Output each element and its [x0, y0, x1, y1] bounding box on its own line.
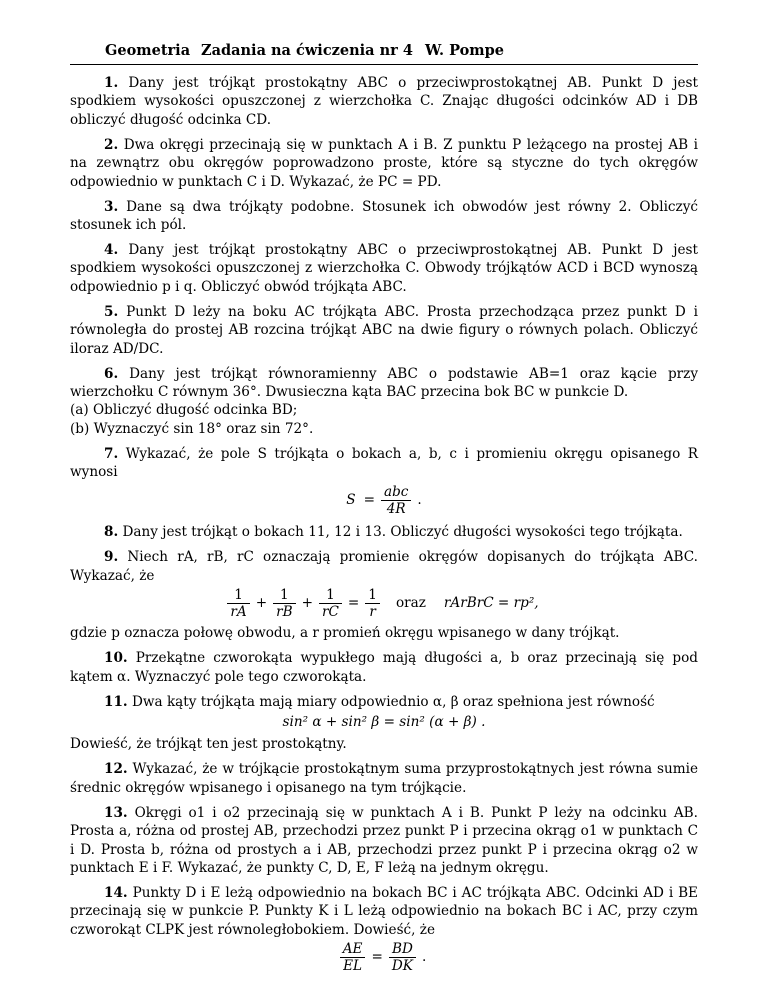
problem-number: 6. [104, 365, 119, 382]
numerator: 1 [319, 587, 342, 604]
problem-number: 8. [104, 524, 119, 541]
formula-conjunction: oraz [395, 595, 426, 612]
problem-text: Przekątne czworokąta wypukłego mają długości a, b oraz przecinają się pod kątem α. Wyznaczyć pole tego czworokąta. [70, 650, 698, 685]
denominator: r [369, 604, 376, 621]
problem-text: Dany jest trójkąt prostokątny ABC o przeciwprostokątnej AB. Punkt D jest spodkiem wysokości opuszczonej z wierzchołka C. Obwody trójkątów ACD i BCD wynoszą odpowiednio p i q. Obliczyć obwód trójkąta ABC. [70, 242, 698, 295]
problem-8 [70, 523, 698, 541]
problem-14 [70, 884, 698, 974]
subpoint-a: (a) Obliczyć długość odcinka BD; [70, 402, 298, 419]
exradii-formula [70, 587, 698, 620]
fraction [381, 484, 411, 517]
fraction [273, 587, 296, 620]
fraction [389, 941, 416, 974]
problem-note: gdzie p oznacza połowę obwodu, a r promień okręgu wpisanego w dany trójkąt. [70, 625, 620, 642]
numerator: 1 [227, 587, 249, 604]
problem-number: 11. [104, 693, 128, 710]
problem-9 [70, 548, 698, 642]
problem-number: 3. [104, 198, 119, 215]
problem-number: 14. [104, 884, 128, 901]
sine-identity: sin² α + sin² β = sin² (α + β) . [282, 713, 486, 730]
problem-number: 9. [104, 549, 119, 566]
formula-end: . [421, 949, 427, 966]
formula-rhs: rArBrC = rp², [443, 595, 539, 612]
fraction [365, 587, 380, 620]
problem-11 [70, 693, 698, 754]
area-formula [70, 484, 698, 517]
problem-4 [70, 241, 698, 296]
numerator: AE [340, 941, 366, 958]
ratio-formula [70, 941, 698, 974]
problem-note: Dowieść, że trójkąt ten jest prostokątny. [70, 736, 347, 753]
problem-text: Dany jest trójkąt równoramienny ABC o podstawie AB=1 oraz kącie przy wierzchołku C równym 36°. Dwusieczna kąta BAC przecina bok BC w punkcie D. [70, 365, 698, 401]
denominator: rB [276, 604, 293, 621]
numerator: 1 [273, 587, 296, 604]
problem-text: Dane są dwa trójkąty podobne. Stosunek ich obwodów jest równy 2. Obliczyć stosunek ich pól. [70, 198, 699, 234]
problem-text: Niech rA, rB, rC oznaczają promienie okręgów dopisanych do trójkąta ABC. Wykazać, że [70, 549, 698, 584]
problem-2 [70, 136, 698, 191]
header-rule [70, 64, 698, 65]
problem-3 [70, 198, 698, 235]
plus-sign: + [255, 595, 268, 612]
problem-number: 10. [104, 650, 128, 667]
numerator: BD [389, 941, 416, 958]
denominator: 4R [386, 500, 406, 517]
problem-5 [70, 303, 698, 358]
formula-equals: = [347, 595, 360, 612]
problem-number: 7. [104, 445, 119, 462]
problem-text: Okręgi o1 i o2 przecinają się w punktach A i B. Punkt P leży na odcinku AB. Prosta a, różna od prostej AB, przechodzi przez punkt P i przecina okrąg o1 w punktach C i D. Prosta b, różna od prostych a i AB, przechodzi przez punkt P i przecina okrąg o2 w punktach E i F. Wykazać, że punkty C, D, E, F leżą na jednym okręgu. [70, 804, 698, 876]
problem-number: 2. [104, 136, 119, 153]
formula-end: . [417, 491, 422, 508]
denominator: EL [343, 958, 363, 975]
problem-text: Punkt D leży na boku AC trójkąta ABC. Prosta przechodząca przez punkt D i równoległa do prostej AB rozcina trójkąt ABC na dwie figury o równych polach. Obliczyć iloraz AD/DC. [70, 303, 698, 357]
problem-6 [70, 365, 698, 439]
denominator: rC [321, 604, 339, 621]
problem-text: Dany jest trójkąt o bokach 11, 12 i 13. Obliczyć długości wysokości tego trójkąta. [122, 524, 683, 541]
problem-1 [70, 74, 698, 129]
plus-sign: + [301, 595, 313, 612]
header-subject: Geometria [105, 42, 191, 59]
formula-lhs: S [346, 491, 356, 508]
page-header [105, 42, 675, 66]
problem-number: 13. [104, 804, 128, 821]
problem-list [70, 74, 698, 981]
formula-equals: = [363, 491, 375, 508]
problem-text: Dwa okręgi przecinają się w punktach A i B. Z punktu P leżącego na prostej AB i na zewnątrz obu okręgów poprowadzono proste, które są styczne do tych okręgów odpowiednio w punktach C i D. Wykazać, że PC = PD. [70, 136, 698, 190]
problem-text: Wykazać, że pole S trójkąta o bokach a, b, c i promieniu okręgu opisanego R wynosi [70, 445, 698, 481]
fraction [227, 587, 249, 620]
problem-text: Dwa kąty trójkąta mają miary odpowiednio α, β oraz spełniona jest równość [131, 693, 655, 710]
formula-equals: = [371, 949, 383, 966]
problem-number: 12. [104, 761, 128, 778]
problem-number: 4. [104, 242, 119, 259]
problem-text: Dany jest trójkąt prostokątny ABC o przeciwprostokątnej AB. Punkt D jest spodkiem wysokości opuszczonej z wierzchołka C. Znając długości odcinków AD i DB obliczyć długość odcinka CD. [70, 75, 698, 128]
denominator: rA [230, 604, 247, 621]
fraction [319, 587, 342, 620]
problem-text: Wykazać, że w trójkącie prostokątnym suma przyprostokątnych jest równa sumie średnic okręgów wpisanego i opisanego na tym trójkącie. [70, 761, 698, 796]
problem-12 [70, 760, 698, 797]
problem-number: 1. [104, 75, 119, 91]
problem-13 [70, 804, 698, 878]
denominator: DK [391, 958, 413, 975]
problem-text: Punkty D i E leżą odpowiednio na bokach BC i AC trójkąta ABC. Odcinki AD i BE przecinają się w punkcie P. Punkty K i L leżą odpowiednio na bokach BC i AC, przy czym czworokąt CLPK jest równoległobokiem. Dowieść, że [70, 884, 698, 938]
header-title: Zadania na ćwiczenia nr 4 [201, 42, 413, 59]
fraction [340, 941, 366, 974]
numerator: abc [381, 484, 411, 501]
problem-7 [70, 445, 698, 517]
subpoint-b: (b) Wyznaczyć sin 18° oraz sin 72°. [70, 420, 314, 437]
problem-number: 5. [104, 303, 119, 320]
numerator: 1 [365, 587, 380, 604]
header-author: W. Pompe [425, 42, 505, 59]
problem-10 [70, 649, 698, 686]
